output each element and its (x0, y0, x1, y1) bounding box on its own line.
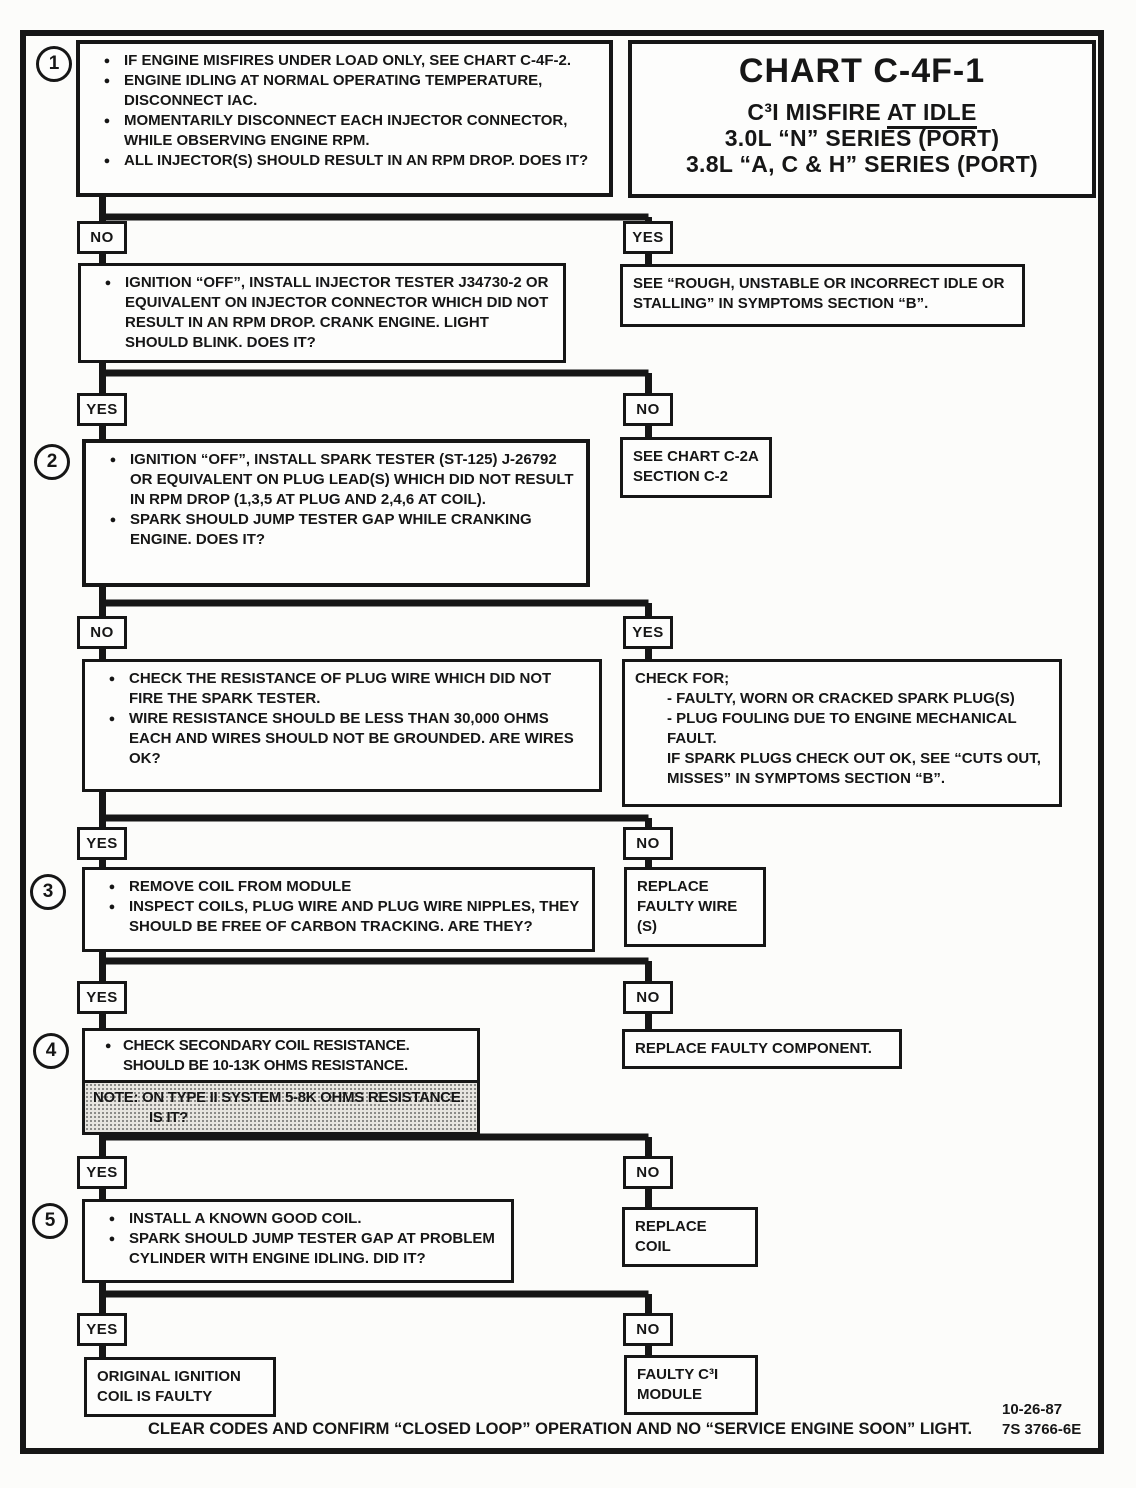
bullet-icon: ● (103, 55, 111, 67)
chart-title: CHART C-4F-1 (738, 52, 986, 90)
check-for-box (622, 659, 1062, 807)
branch-label-yes: YES (77, 827, 127, 860)
list-text: CHECK THE RESISTANCE OF PLUG WIRE WHICH DID NOT FIRE THE SPARK TESTER. (129, 670, 552, 707)
list-text: INSPECT COILS, PLUG WIRE AND PLUG WIRE NIPPLES, THEY SHOULD BE FREE OF CARBON TRACKING. ARE THEY? (129, 898, 580, 935)
list-row (91, 273, 553, 353)
step4-check-part (82, 1028, 480, 1083)
branch-label-no: NO (623, 393, 673, 426)
list-row (90, 51, 599, 71)
replace-faulty-component-box: REPLACE FAULTY COMPONENT. (622, 1029, 902, 1069)
replace-faulty-wire-box (624, 867, 766, 947)
step-circle-3: 3 (30, 874, 66, 910)
step-circle-1: 1 (36, 46, 72, 82)
branch-label-no: NO (77, 616, 127, 649)
list-row: COIL IS FAULTY (97, 1387, 213, 1405)
bullet-icon: ● (108, 881, 116, 893)
list-row: NOTE: ON TYPE II SYSTEM 5-8K OHMS RESISTANCE. (93, 1089, 465, 1106)
chart-subtitle-underlined: AT IDLE (887, 99, 977, 129)
list-text: IGNITION “OFF”, INSTALL SPARK TESTER (ST-125) J-26792 OR EQUIVALENT ON PLUG LEAD(S) WHICH DID NOT RESULT IN RPM DROP (1,3,5 AT PLUG AND 2,4,6 AT COIL). (130, 451, 574, 508)
list-text: WIRE RESISTANCE SHOULD BE LESS THAN 30,000 OHMS EACH AND WIRES SHOULD NOT BE GROUNDED. ARE WIRES OK? (129, 709, 574, 767)
bullet-icon: ● (103, 154, 111, 167)
list-text: ENGINE IDLING AT NORMAL OPERATING TEMPERATURE, DISCONNECT IAC. (124, 72, 543, 109)
footer-code: 7S 3766-6E (1002, 1421, 1082, 1439)
list-row: SEE CHART C-2A (633, 448, 759, 465)
step-circle-4: 4 (33, 1033, 69, 1069)
list-row (95, 1229, 501, 1269)
list-row (90, 111, 599, 151)
list-text: SPARK SHOULD JUMP TESTER GAP WHILE CRANKING ENGINE. DOES IT? (130, 510, 532, 548)
list-text: CHECK SECONDARY COIL RESISTANCE. SHOULD BE 10-13K OHMS RESISTANCE. (123, 1037, 410, 1074)
see-rough-idle-box: SEE “ROUGH, UNSTABLE OR INCORRECT IDLE OR STALLING” IN SYMPTOMS SECTION “B”. (620, 264, 1025, 327)
branch-label-yes: YES (623, 616, 673, 649)
list-row: IS IT? (149, 1108, 189, 1126)
check-resistance-box (82, 659, 602, 792)
list-row (96, 450, 576, 510)
engine-series-line-1: 3.0L “N” SERIES (PORT) (724, 125, 1000, 152)
list-text: MOMENTARILY DISCONNECT EACH INJECTOR CONNECTOR, WHILE OBSERVING ENGINE RPM. (124, 111, 568, 149)
branch-label-yes: YES (77, 981, 127, 1014)
list-row (95, 669, 589, 709)
see-chart-c2a-box (620, 437, 772, 498)
step-circle-5: 5 (32, 1203, 68, 1239)
step4-box (82, 1028, 480, 1135)
footer-meta (1002, 1400, 1081, 1441)
list-text: ALL INJECTOR(S) SHOULD RESULT IN AN RPM DROP. DOES IT? (124, 151, 589, 169)
title-box (628, 40, 1096, 198)
step2-box (82, 439, 590, 587)
branch-label-no: NO (623, 1313, 673, 1346)
branch-label-yes: YES (77, 1156, 127, 1189)
step3-box (82, 867, 595, 952)
bullet-icon: ● (104, 277, 112, 289)
bullet-icon: ● (108, 1233, 116, 1245)
list-row: - PLUG FOULING DUE TO ENGINE MECHANICAL FAULT. (667, 709, 1017, 747)
bullet-icon: ● (103, 75, 111, 87)
step1-box (76, 40, 613, 197)
list-row: FAULTY WIRE (S) (637, 897, 738, 935)
bullet-icon: ● (103, 114, 111, 127)
step5-box (82, 1199, 514, 1283)
list-row (95, 877, 582, 897)
bullet-icon: ● (109, 454, 117, 466)
list-row: IF SPARK PLUGS CHECK OUT OK, SEE “CUTS OUT, MISSES” IN SYMPTOMS SECTION “B”. (667, 749, 1041, 787)
chart-subtitle-pre: C³I MISFIRE (747, 99, 887, 125)
list-text: REMOVE COIL FROM MODULE (129, 878, 352, 895)
list-row (95, 1209, 501, 1229)
chart-subtitle (632, 99, 1092, 125)
step4-note-part (82, 1080, 480, 1135)
footer-note: CLEAR CODES AND CONFIRM “CLOSED LOOP” OPERATION AND NO “SERVICE ENGINE SOON” LIGHT. (148, 1420, 973, 1438)
list-row (95, 897, 582, 937)
list-row (90, 71, 599, 111)
list-row (95, 709, 589, 769)
list-row: FAULTY C³I (637, 1366, 719, 1383)
bullet-icon: ● (108, 901, 116, 913)
list-row (93, 1036, 469, 1075)
step-circle-2: 2 (34, 444, 70, 480)
list-text: INSTALL A KNOWN GOOD COIL. (129, 1210, 362, 1227)
engine-series-line-2: 3.8L “A, C & H” SERIES (PORT) (685, 151, 1039, 178)
branch-label-yes: YES (623, 221, 673, 254)
original-coil-faulty-box (84, 1357, 276, 1417)
list-row: CHECK FOR; (635, 670, 730, 687)
list-text: SPARK SHOULD JUMP TESTER GAP AT PROBLEM CYLINDER WITH ENGINE IDLING. DID IT? (129, 1230, 495, 1267)
bullet-icon: ● (104, 1040, 112, 1052)
branch-label-yes: YES (77, 393, 127, 426)
branch-label-yes: YES (77, 1313, 127, 1346)
bullet-icon: ● (108, 1213, 116, 1225)
bullet-icon: ● (108, 673, 116, 685)
branch-label-no: NO (77, 221, 127, 254)
injector-tester-box (78, 263, 566, 363)
branch-label-no: NO (623, 827, 673, 860)
replace-coil-box: REPLACE COIL (622, 1207, 758, 1267)
branch-label-no: NO (623, 1156, 673, 1189)
footer-date: 10-26-87 (1002, 1401, 1063, 1418)
list-row: - FAULTY, WORN OR CRACKED SPARK PLUG(S) (667, 689, 1015, 707)
list-row: ORIGINAL IGNITION (97, 1368, 241, 1385)
list-row: REPLACE (637, 878, 709, 895)
bullet-icon: ● (108, 712, 116, 725)
list-row (90, 151, 599, 171)
bullet-icon: ● (109, 513, 117, 526)
branch-label-no: NO (623, 981, 673, 1014)
list-text: IF ENGINE MISFIRES UNDER LOAD ONLY, SEE CHART C-4F-2. (124, 52, 571, 69)
list-row (96, 510, 576, 550)
faulty-c3i-module-box (624, 1355, 758, 1415)
list-text: IGNITION “OFF”, INSTALL INJECTOR TESTER J34730-2 OR EQUIVALENT ON INJECTOR CONNECTOR WHICH DID NOT RESULT IN AN RPM DROP. CRANK ENGINE. LIGHT SHOULD BLINK. DOES IT? (125, 274, 549, 351)
list-row: SECTION C-2 (633, 467, 729, 485)
list-row: MODULE (637, 1385, 702, 1403)
